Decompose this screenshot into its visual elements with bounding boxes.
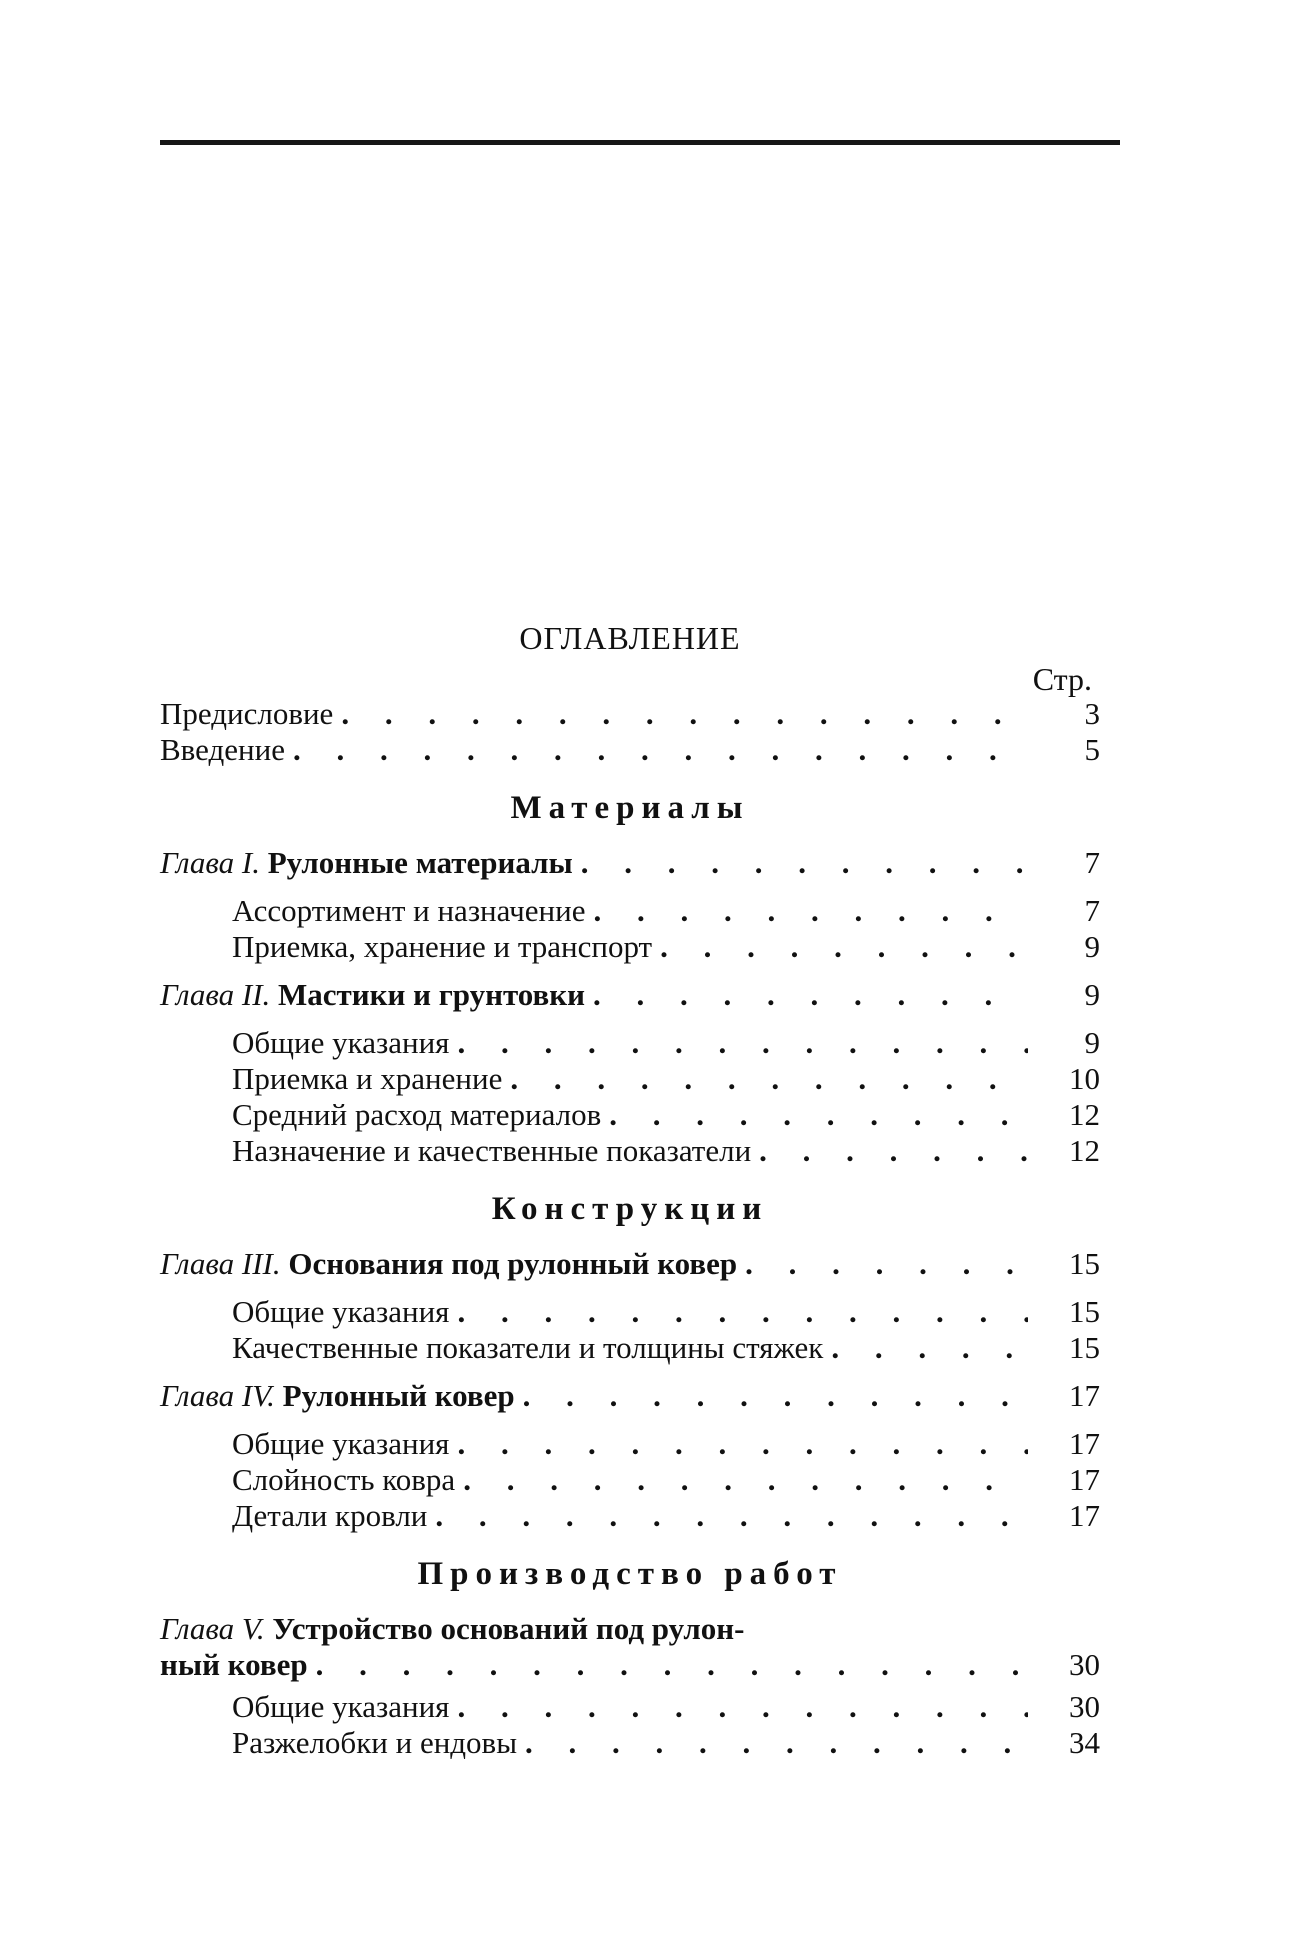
page-title: ОГЛАВЛЕНИЕ: [519, 620, 741, 656]
leader-dots: [745, 1246, 1028, 1282]
leader-dots: [463, 1462, 1028, 1498]
section-heading: Производство работ: [417, 1556, 843, 1592]
leader-dots: [660, 929, 1028, 965]
toc-subentry: [160, 1462, 1100, 1498]
section-heading: Конструкции: [491, 1191, 769, 1227]
toc-chapter: [160, 1647, 1100, 1683]
toc-page: 12: [1069, 1097, 1100, 1132]
toc-page: 15: [1069, 1246, 1100, 1281]
table-of-contents: [160, 620, 1100, 1767]
leader-dots: [457, 1426, 1028, 1462]
toc-page: 30: [1069, 1647, 1100, 1682]
toc-label: Средний расход материалов: [232, 1097, 602, 1132]
leader-dots: [523, 1378, 1028, 1414]
toc-subentry: [160, 1426, 1100, 1462]
leader-dots: [831, 1330, 1028, 1366]
chapter-title-cont: ный ковер: [160, 1647, 308, 1682]
leader-dots: [457, 1294, 1028, 1330]
leader-dots: [293, 732, 1028, 768]
subentries: [160, 1689, 1100, 1761]
top-rule: [160, 140, 1120, 145]
leader-dots: [609, 1097, 1028, 1133]
leader-dots: [457, 1025, 1028, 1061]
toc-label: Детали кровли: [232, 1498, 428, 1533]
toc-label: Качественные показатели и толщины стяжек: [232, 1330, 824, 1365]
toc-subentry: [160, 1294, 1100, 1330]
toc-subentry: [160, 1725, 1100, 1761]
toc-label: Приемка и хранение: [232, 1061, 503, 1096]
toc-chapter-line1: [160, 1611, 1100, 1647]
toc-subentry: [160, 1498, 1100, 1534]
toc-label: Общие указания: [232, 1294, 450, 1329]
toc-subentry: [160, 1330, 1100, 1366]
toc-subentry: [160, 1061, 1100, 1097]
chapter-number: Глава II.: [160, 977, 271, 1012]
chapter-number: Глава III.: [160, 1246, 281, 1281]
subentries: [160, 893, 1100, 965]
chapter-number: Глава IV.: [160, 1378, 275, 1413]
toc-page: 34: [1069, 1725, 1100, 1760]
toc-subentry: [160, 1025, 1100, 1061]
toc-subentry: [160, 1097, 1100, 1133]
toc-page: 9: [1084, 929, 1100, 964]
chapter-title: Рулонный ковер: [282, 1378, 515, 1413]
toc-chapter: [160, 1246, 1100, 1282]
toc-label: Приемка, хранение и транспорт: [232, 929, 653, 964]
toc-label: Общие указания: [232, 1025, 450, 1060]
toc-page: 15: [1069, 1330, 1100, 1365]
leader-dots: [435, 1498, 1028, 1534]
toc-page: 17: [1069, 1462, 1100, 1497]
chapter-title: Рулонные материалы: [267, 845, 573, 880]
chapter-title: Мастики и грунтовки: [278, 977, 586, 1012]
toc-page: 12: [1069, 1133, 1100, 1168]
subentries: [160, 1294, 1100, 1366]
toc-entry-preface: [160, 696, 1100, 732]
leader-dots: [457, 1689, 1028, 1725]
chapter-title: Устройство оснований под рулон-: [272, 1611, 745, 1646]
toc-label: Слойность ковра: [232, 1462, 456, 1497]
subentries: [160, 1426, 1100, 1534]
toc-subentry: [160, 929, 1100, 965]
toc-page: 30: [1069, 1689, 1100, 1724]
toc-page: 3: [1084, 696, 1100, 731]
leader-dots: [341, 696, 1028, 732]
leader-dots: [316, 1647, 1028, 1683]
page-column-header: Стр.: [1032, 661, 1092, 697]
toc-page: 15: [1069, 1294, 1100, 1329]
toc-label: Разжелобки и ендовы: [232, 1725, 518, 1760]
toc-page: 5: [1084, 732, 1100, 767]
toc-subentry: [160, 1133, 1100, 1169]
toc-page: 9: [1084, 977, 1100, 1012]
leader-dots: [593, 893, 1028, 929]
toc-page: 17: [1069, 1378, 1100, 1413]
toc-page: 10: [1069, 1061, 1100, 1096]
toc-page: 17: [1069, 1498, 1100, 1533]
toc-subentry: [160, 1689, 1100, 1725]
toc-chapter: [160, 1378, 1100, 1414]
toc-label: Предисловие: [160, 696, 334, 731]
toc-chapter: [160, 845, 1100, 881]
toc-label: Назначение и качественные показатели: [232, 1133, 752, 1168]
leader-dots: [759, 1133, 1028, 1169]
toc-label: Общие указания: [232, 1689, 450, 1724]
toc-label: Ассортимент и назначение: [232, 893, 586, 928]
chapter-number: Глава I.: [160, 845, 260, 880]
toc-chapter: [160, 977, 1100, 1013]
chapter-title: Основания под рулонный ковер: [288, 1246, 738, 1281]
subentries: [160, 1025, 1100, 1169]
toc-entry-introduction: [160, 732, 1100, 768]
toc-label: Введение: [160, 732, 285, 767]
leader-dots: [593, 977, 1028, 1013]
leader-dots: [525, 1725, 1028, 1761]
leader-dots: [510, 1061, 1028, 1097]
chapter-number: Глава V.: [160, 1611, 265, 1646]
toc-page: 9: [1084, 1025, 1100, 1060]
toc-page: 7: [1084, 893, 1100, 928]
leader-dots: [581, 845, 1028, 881]
toc-subentry: [160, 893, 1100, 929]
toc-page: 7: [1084, 845, 1100, 880]
toc-page: 17: [1069, 1426, 1100, 1461]
section-heading: Материалы: [510, 790, 750, 826]
toc-label: Общие указания: [232, 1426, 450, 1461]
